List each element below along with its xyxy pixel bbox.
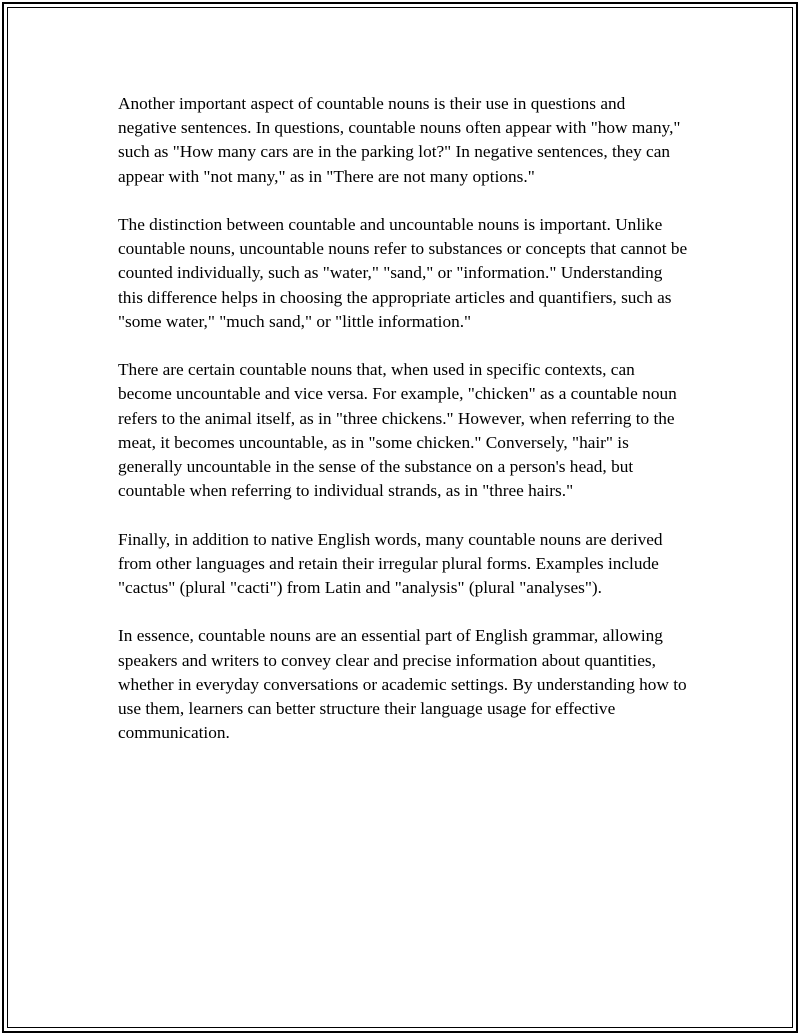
document-body bbox=[118, 92, 688, 770]
paragraph-conclusion: In essence, countable nouns are an essential part of English grammar, allowing speakers and writers to convey clear and precise information about quantities, whether in everyday conversations or academic settings. By understanding how to use them, learners can better structure their language usage for effective communication. bbox=[118, 626, 687, 743]
paragraph-questions-negatives: Another important aspect of countable nouns is their use in questions and negative sentences. In questions, countable nouns often appear with "how many," such as "How many cars are in the parking lot?" In negative sentences, they can appear with "not many," as in "There are not many options." bbox=[118, 94, 681, 186]
paragraph-countable-vs-uncountable: The distinction between countable and uncountable nouns is important. Unlike countable nouns, uncountable nouns refer to substances or concepts that cannot be counted individually, such as "water," "sand," or "information." Understanding this difference helps in choosing the appropriate articles and quantifiers, such as "some water," "much sand," or "little information." bbox=[118, 215, 688, 331]
paragraph-context-dependent-nouns: There are certain countable nouns that, when used in specific contexts, can become uncountable and vice versa. For example, "chicken" as a countable noun refers to the animal itself, as in "three chickens." However, when referring to the meat, it becomes uncountable, as in "some chicken." Conversely, "hair" is generally uncountable in the sense of the substance on a person's head, but countable when referring to individual strands, as in "three hairs." bbox=[118, 360, 677, 501]
paragraph-foreign-plurals: Finally, in addition to native English words, many countable nouns are derived from other languages and retain their irregular plural forms. Examples include "cactus" (plural "cacti") from Latin and "analysis" (plural "analyses"). bbox=[118, 529, 663, 598]
